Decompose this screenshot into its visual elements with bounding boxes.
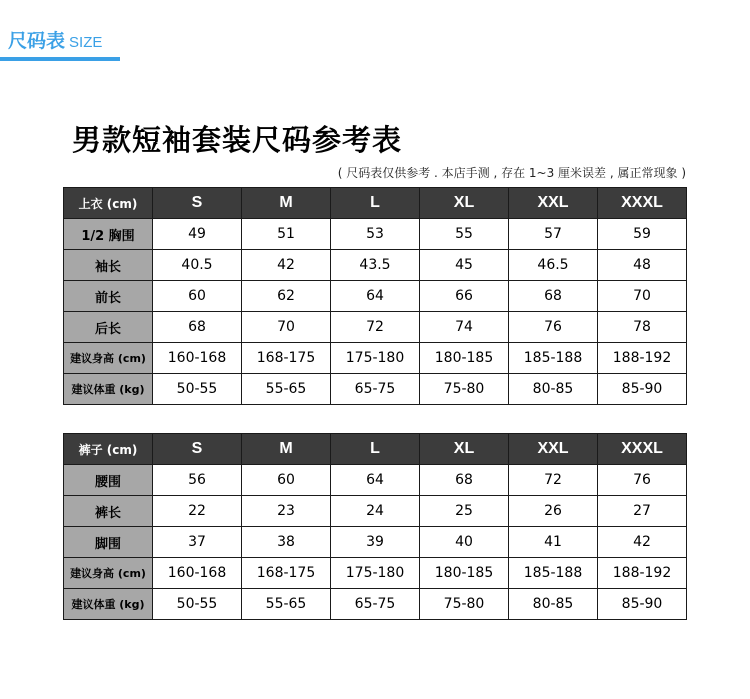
table-cell: 175-180 <box>331 558 420 589</box>
table-cell: 68 <box>153 312 242 343</box>
header-title-cn: 尺码表 <box>8 30 66 52</box>
size-header: XXXL <box>598 188 687 219</box>
table-cell: 57 <box>509 219 598 250</box>
table-cell: 72 <box>331 312 420 343</box>
table-cell: 64 <box>331 281 420 312</box>
size-header: L <box>331 434 420 465</box>
table-cell: 74 <box>420 312 509 343</box>
table-cell: 66 <box>420 281 509 312</box>
table-cell: 50-55 <box>153 374 242 405</box>
table-cell: 39 <box>331 527 420 558</box>
table-cell: 60 <box>242 465 331 496</box>
size-header: M <box>242 434 331 465</box>
size-header: S <box>153 434 242 465</box>
table-cell: 80-85 <box>509 589 598 620</box>
table-cell: 78 <box>598 312 687 343</box>
size-header: L <box>331 188 420 219</box>
table-cell: 62 <box>242 281 331 312</box>
table-cell: 185-188 <box>509 558 598 589</box>
header-underline <box>0 57 120 61</box>
table-cell: 56 <box>153 465 242 496</box>
table-cell: 45 <box>420 250 509 281</box>
row-label: 建议体重 (kg) <box>64 589 153 620</box>
table-cell: 75-80 <box>420 589 509 620</box>
table-cell: 65-75 <box>331 589 420 620</box>
table-corner-label: 裤子 (cm) <box>64 434 153 465</box>
table-row <box>64 558 687 589</box>
table-cell: 85-90 <box>598 589 687 620</box>
table-cell: 53 <box>331 219 420 250</box>
header-title-en: SIZE <box>69 34 103 51</box>
table-cell: 59 <box>598 219 687 250</box>
bottom-size-table <box>63 433 687 620</box>
row-label: 建议体重 (kg) <box>64 374 153 405</box>
table-row <box>64 281 687 312</box>
table-cell: 185-188 <box>509 343 598 374</box>
table-cell: 50-55 <box>153 589 242 620</box>
table-cell: 180-185 <box>420 558 509 589</box>
table-cell: 40 <box>420 527 509 558</box>
size-header: XL <box>420 434 509 465</box>
table-cell: 49 <box>153 219 242 250</box>
row-label: 腰围 <box>64 465 153 496</box>
table-cell: 27 <box>598 496 687 527</box>
table-cell: 160-168 <box>153 343 242 374</box>
table-cell: 55-65 <box>242 374 331 405</box>
table-row <box>64 250 687 281</box>
row-label: 1/2 胸围 <box>64 219 153 250</box>
table-cell: 75-80 <box>420 374 509 405</box>
table-cell: 24 <box>331 496 420 527</box>
table-row <box>64 465 687 496</box>
size-header: XL <box>420 188 509 219</box>
row-label: 前长 <box>64 281 153 312</box>
table-cell: 37 <box>153 527 242 558</box>
table-row <box>64 219 687 250</box>
page-title: 男款短袖套装尺码参考表 <box>72 123 403 157</box>
size-header: M <box>242 188 331 219</box>
table-cell: 22 <box>153 496 242 527</box>
table-cell: 46.5 <box>509 250 598 281</box>
table-cell: 64 <box>331 465 420 496</box>
table-row <box>64 374 687 405</box>
table-cell: 68 <box>420 465 509 496</box>
row-label: 后长 <box>64 312 153 343</box>
table-cell: 40.5 <box>153 250 242 281</box>
table-cell: 43.5 <box>331 250 420 281</box>
table-cell: 72 <box>509 465 598 496</box>
table-row <box>64 589 687 620</box>
size-header: S <box>153 188 242 219</box>
size-header: XXXL <box>598 434 687 465</box>
table-cell: 188-192 <box>598 558 687 589</box>
table-cell: 42 <box>598 527 687 558</box>
table-row <box>64 312 687 343</box>
table-cell: 23 <box>242 496 331 527</box>
table-corner-label: 上衣 (cm) <box>64 188 153 219</box>
table-cell: 55-65 <box>242 589 331 620</box>
disclaimer-note: ( 尺码表仅供参考 . 本店手测 , 存在 1~3 厘米误差 , 属正常现象 ) <box>337 166 686 180</box>
table-cell: 76 <box>509 312 598 343</box>
table-cell: 76 <box>598 465 687 496</box>
table-cell: 42 <box>242 250 331 281</box>
table-cell: 60 <box>153 281 242 312</box>
table-cell: 38 <box>242 527 331 558</box>
table-cell: 68 <box>509 281 598 312</box>
table-cell: 188-192 <box>598 343 687 374</box>
row-label: 袖长 <box>64 250 153 281</box>
table-cell: 175-180 <box>331 343 420 374</box>
size-header: XXL <box>509 188 598 219</box>
table-cell: 160-168 <box>153 558 242 589</box>
table-cell: 168-175 <box>242 343 331 374</box>
table-cell: 65-75 <box>331 374 420 405</box>
row-label: 脚围 <box>64 527 153 558</box>
table-cell: 180-185 <box>420 343 509 374</box>
table-cell: 85-90 <box>598 374 687 405</box>
table-cell: 70 <box>242 312 331 343</box>
table-cell: 41 <box>509 527 598 558</box>
section-header <box>8 26 102 52</box>
table-row <box>64 527 687 558</box>
table-row <box>64 343 687 374</box>
table-cell: 48 <box>598 250 687 281</box>
table-cell: 55 <box>420 219 509 250</box>
table-cell: 70 <box>598 281 687 312</box>
table-row <box>64 496 687 527</box>
table-cell: 51 <box>242 219 331 250</box>
table-cell: 26 <box>509 496 598 527</box>
row-label: 裤长 <box>64 496 153 527</box>
row-label: 建议身高 (cm) <box>64 558 153 589</box>
top-size-table <box>63 187 687 405</box>
row-label: 建议身高 (cm) <box>64 343 153 374</box>
size-header: XXL <box>509 434 598 465</box>
table-cell: 80-85 <box>509 374 598 405</box>
table-cell: 168-175 <box>242 558 331 589</box>
table-header-row <box>64 188 687 219</box>
table-header-row <box>64 434 687 465</box>
table-cell: 25 <box>420 496 509 527</box>
